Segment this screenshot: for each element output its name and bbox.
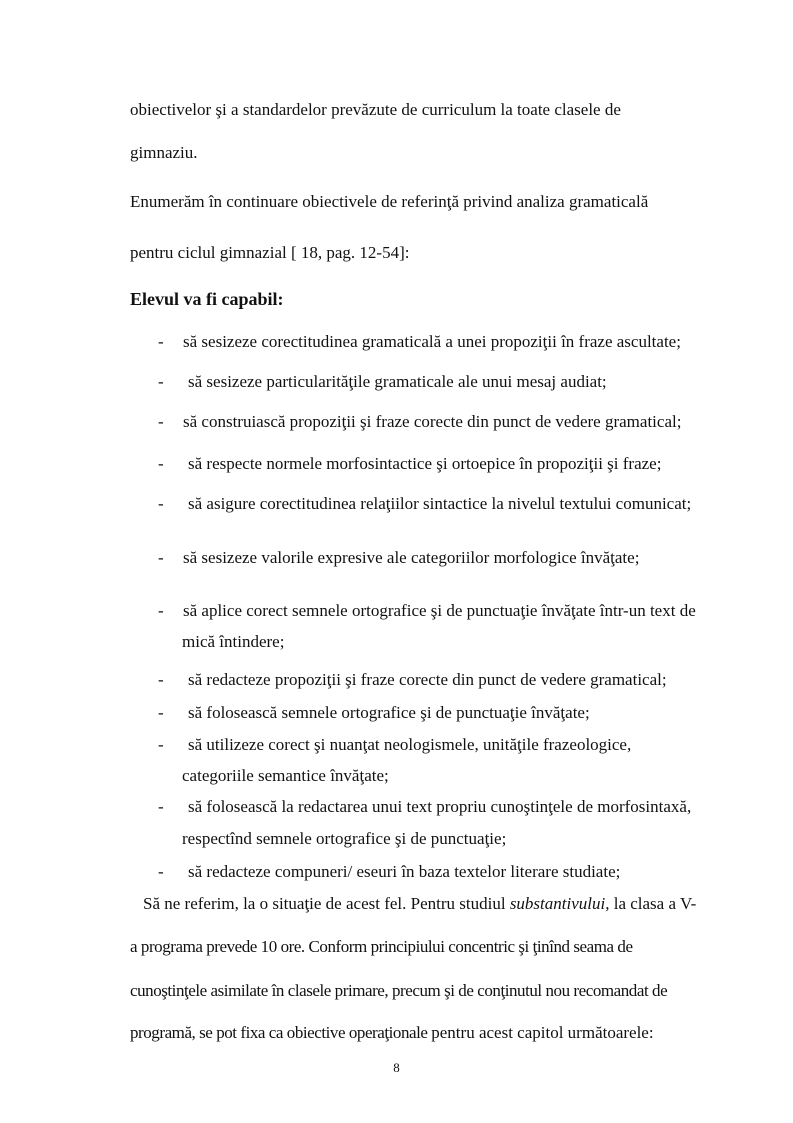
list-item-text: să sesizeze particularităţile gramaticale ale unui mesaj audiat; <box>188 372 607 391</box>
page-number: 8 <box>393 1060 400 1075</box>
paragraph-line <box>143 894 696 914</box>
paragraph-line: gimnaziu. <box>130 143 198 162</box>
dash-bullet: - <box>158 412 164 431</box>
paragraph-text: Să ne referim, la o situaţie de acest fel. Pentru studiul <box>143 894 510 913</box>
dash-bullet: - <box>158 494 164 513</box>
emphasized-term: substantivului, <box>509 894 610 913</box>
dash-bullet: - <box>158 372 164 391</box>
list-item-text: să aplice corect semnele ortografice şi de punctuaţie învăţate într-un text de <box>183 601 696 620</box>
list-item-text-continued: respectînd semnele ortografice şi de punctuaţie; <box>182 829 507 848</box>
dash-bullet: - <box>158 454 164 473</box>
dash-bullet: - <box>158 670 164 689</box>
dash-bullet: - <box>158 332 164 351</box>
dash-bullet: - <box>158 601 164 620</box>
dash-bullet: - <box>158 703 164 722</box>
dash-bullet: - <box>158 548 164 567</box>
list-item-text: să asigure corectitudinea relaţiilor sintactice la nivelul textului comunicat; <box>188 494 692 513</box>
paragraph-line: a programa prevede 10 ore. Conform principiului concentric şi ţinînd seama de <box>130 937 633 956</box>
section-heading: Elevul va fi capabil: <box>130 289 284 309</box>
list-item-text: să sesizeze corectitudinea gramaticală a unei propoziţii în fraze ascultate; <box>183 332 681 351</box>
list-item-text-continued: categoriile semantice învăţate; <box>182 766 389 785</box>
list-item-text: să sesizeze valorile expresive ale categoriilor morfologice învăţate; <box>183 548 640 567</box>
paragraph-text: programă, se pot fixa ca obiective operaţionale <box>130 1023 432 1042</box>
paragraph-line <box>130 1023 654 1043</box>
list-item-text: să respecte normele morfosintactice şi ortoepice în propoziţii şi fraze; <box>188 454 662 473</box>
paragraph-line: obiectivelor şi a standardelor prevăzute de curriculum la toate clasele de <box>130 100 621 119</box>
dash-bullet: - <box>158 862 164 881</box>
paragraph-line: Enumerăm în continuare obiectivele de referinţă privind analiza gramaticală <box>130 192 649 211</box>
list-item-text: să redacteze propoziţii şi fraze corecte din punct de vedere gramatical; <box>188 670 667 689</box>
list-item-text: să folosească la redactarea unui text propriu cunoştinţele de morfosintaxă, <box>188 797 692 816</box>
list-item-text-continued: mică întindere; <box>182 632 285 651</box>
list-item-text: să construiască propoziţii şi fraze corecte din punct de vedere gramatical; <box>183 412 682 431</box>
list-item-text: să folosească semnele ortografice şi de punctuaţie învăţate; <box>188 703 590 722</box>
paragraph-text: pentru acest capitol următoarele: <box>431 1023 654 1042</box>
list-item-text: să utilizeze corect şi nuanţat neologismele, unităţile frazeologice, <box>188 735 632 754</box>
dash-bullet: - <box>158 797 164 816</box>
paragraph-line: cunoştinţele asimilate în clasele primare, precum şi de conţinutul nou recomandat de <box>130 981 668 1000</box>
paragraph-line: pentru ciclul gimnazial [ 18, pag. 12-54]: <box>130 243 410 262</box>
dash-bullet: - <box>158 735 164 754</box>
list-item-text: să redacteze compuneri/ eseuri în baza textelor literare studiate; <box>188 862 621 881</box>
paragraph-text: la clasa a V- <box>609 894 697 913</box>
